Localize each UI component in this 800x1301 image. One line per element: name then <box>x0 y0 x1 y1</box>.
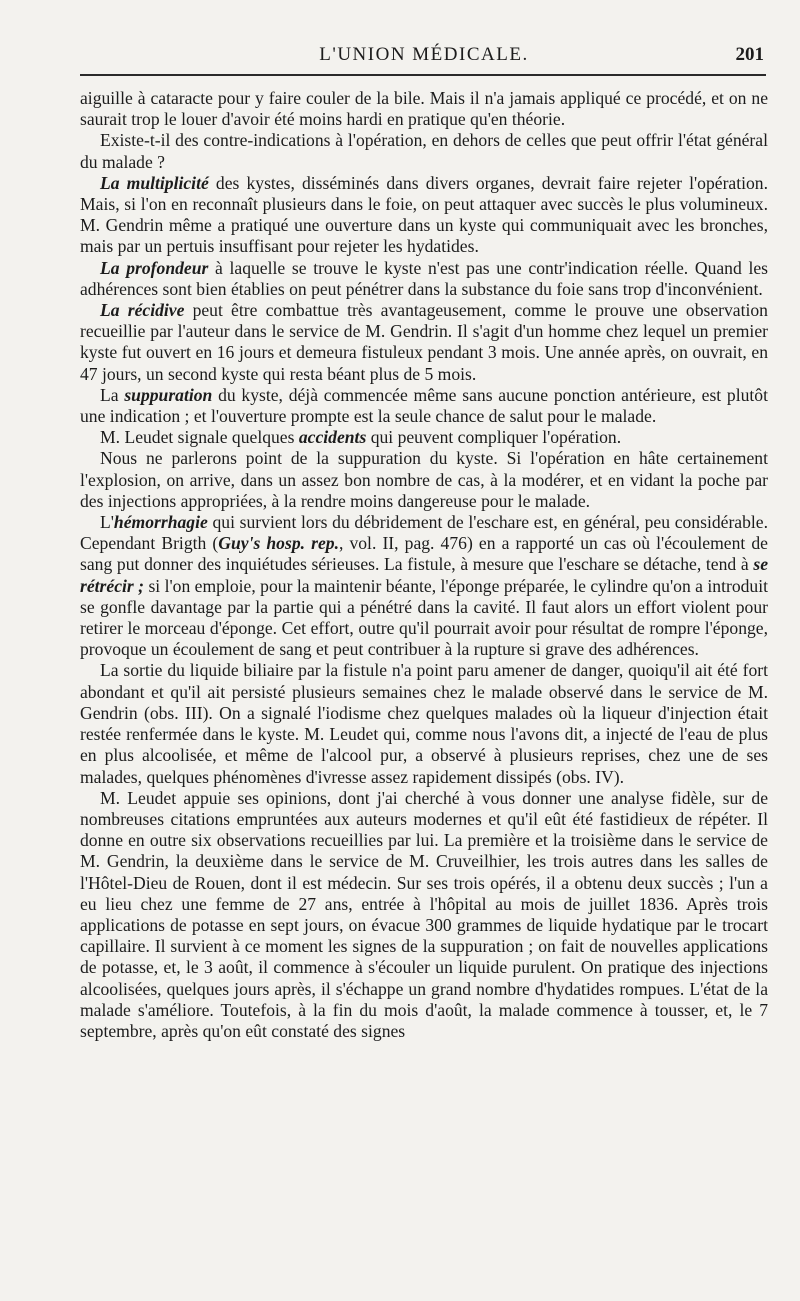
italic-term: hémorrhagie <box>113 512 208 533</box>
paragraph-text: M. Leudet signale quelques <box>100 427 299 448</box>
paragraph <box>80 88 768 130</box>
paragraph-text: du kyste, déjà commencée même sans aucune ponction antérieure, est plutôt une indication ; et l'ouverture prompte est la seule chance de salut pour le malade. <box>80 384 768 427</box>
paragraph-text: Nous ne parlerons point de la suppuration du kyste. Si l'opération en hâte certainement l'explosion, on arrive, dans un assez bon nombre de cas, à la modérer, et en vidant la poche par des injections appropriées, à la rendre moins dangereuse pour le malade. <box>80 448 768 511</box>
paragraph-text: La <box>100 384 125 405</box>
page-number: 201 <box>735 44 764 65</box>
paragraph-text: La sortie du liquide biliaire par la fistule n'a point paru amener de danger, quoiqu'il ait été fort abondant et qu'il ait persisté plusieurs semaines chez le malade observé dans le service de M. Gendrin (obs. III). On a signalé l'iodisme chez quelques malades où la liqueur d'injection était restée renfermée dans le kyste. M. Leudet qui, comme nous l'avons dit, a injecté de l'eau de plus en plus alcoolisée, et même de l'alcool pur, a observé à plusieurs reprises, chez une de ses malades, quelques phénomènes d'ivresse assez rapidement dissipés (obs. IV). <box>80 660 768 787</box>
paragraph <box>80 788 768 1042</box>
paragraph-text: Existe-t-il des contre-indications à l'opération, en dehors de celles que peut offrir l'état général du malade ? <box>80 130 768 172</box>
paragraph-text: à laquelle se trouve le kyste n'est pas une contr'indication réelle. Quand les adhérences sont bien établies on peut pénétrer dans la substance du foie sans trop d'inconvénient. <box>80 257 768 299</box>
paragraph <box>80 427 768 448</box>
paragraph <box>80 258 768 300</box>
paragraph-text: aiguille à cataracte pour y faire couler de la bile. Mais il n'a jamais appliqué ce procédé, et on ne saurait trop le louer d'avoir été moins hardi en pratique qu'en théorie. <box>80 88 768 130</box>
italic-term: La profondeur <box>100 257 209 278</box>
italic-term: suppuration <box>124 384 213 405</box>
paragraph-text: qui survient lors du débridement de l'eschare est, en général, peu considérable. Cependant Brigth ( <box>80 512 768 554</box>
paragraph-text: L' <box>100 512 114 533</box>
header-rule <box>80 74 766 76</box>
body-text <box>80 88 768 1042</box>
citation: Guy's hosp. rep. <box>218 533 339 554</box>
paragraph <box>80 130 768 172</box>
paragraph <box>80 660 768 787</box>
paragraph-text: , vol. II, pag. 476) en a rapporté un cas où l'écoulement de sang put donner des inquiétudes sérieuses. La fistule, à mesure que l'eschare se détache, tend à <box>80 533 768 575</box>
italic-term: accidents <box>298 427 367 448</box>
paragraph <box>80 300 768 385</box>
italic-term: La multiplicité <box>100 172 209 193</box>
paragraph <box>80 512 768 660</box>
italic-term: se rétrécir ; <box>80 554 768 596</box>
paragraph-text: M. Leudet appuie ses opinions, dont j'ai cherché à vous donner une analyse fidèle, sur de nombreuses citations empruntées aux auteurs modernes et qu'il eût été fastidieux de répéter. Il donne en outre six observations recueillies par lui. La première et la troisième dans le service de M. Gendrin, la deuxième dans le service de M. Cruveilhier, les trois autres dans les salles de l'Hôtel-Dieu de Rouen, dont il est médecin. Sur ses trois opérés, il a obtenu deux succès ; l'un a eu lieu chez une femme de 27 ans, entrée à l'hôpital au mois de juillet 1836. Après trois applications de potasse en sept jours, on évacue 300 grammes de liquide hydatique par le trocart capillaire. Il survient à ce moment les signes de la suppuration ; on fait de nouvelles applications de potasse, et, le 3 août, il commence à s'écouler un liquide purulent. On pratique des injections alcoolisées, quelques jours après, il s'échappe un grand nombre d'hydatides rompues. L'état de la malade s'améliore. Toutefois, à la fin du mois d'août, la malade commence à tousser, et, le 7 septembre, après qu'on eût constaté des signes <box>80 787 768 1041</box>
running-title: L'UNION MÉDICALE. <box>319 44 529 65</box>
paragraph <box>80 173 768 258</box>
page-header <box>80 40 768 74</box>
italic-term: La récidive <box>100 300 185 321</box>
paragraph <box>80 385 768 427</box>
paragraph-text: peut être combattue très avantageusement, comme le prouve une observation recueillie par l'auteur dans le service de M. Gendrin. Il s'agit d'un homme chez lequel un premier kyste fut ouvert en 16 jours et demeura fistuleux pendant 3 mois. Une année après, on ouvrait, en 47 jours, un second kyste qui resta béant plus de 5 mois. <box>80 300 768 384</box>
paragraph-text: si l'on emploie, pour la maintenir béante, l'éponge préparée, le cylindre qu'on a introduit se gonfle davantage par la partie qui a pénétré dans la cavité. Il faut alors un effort violent pour retirer le morceau d'éponge. Cet effort, outre qu'il pourrait avoir pour résultat de rompre l'éponge, provoque un écoulement de sang et peut contribuer à la rupture si grave des adhérences. <box>80 575 768 660</box>
paragraph-text: qui peuvent compliquer l'opération. <box>366 427 622 448</box>
paragraph-text: des kystes, disséminés dans divers organes, devrait faire rejeter l'opération. Mais, si l'on en reconnaît plusieurs dans le foie, on peut attaquer avec succès le plus volumineux. M. Gendrin même a pratiqué une ouverture dans un kyste qui communiquait avec les bronches, mais par un pertuis insuffisant pour rejeter les hydatides. <box>80 172 769 257</box>
paragraph <box>80 448 768 512</box>
